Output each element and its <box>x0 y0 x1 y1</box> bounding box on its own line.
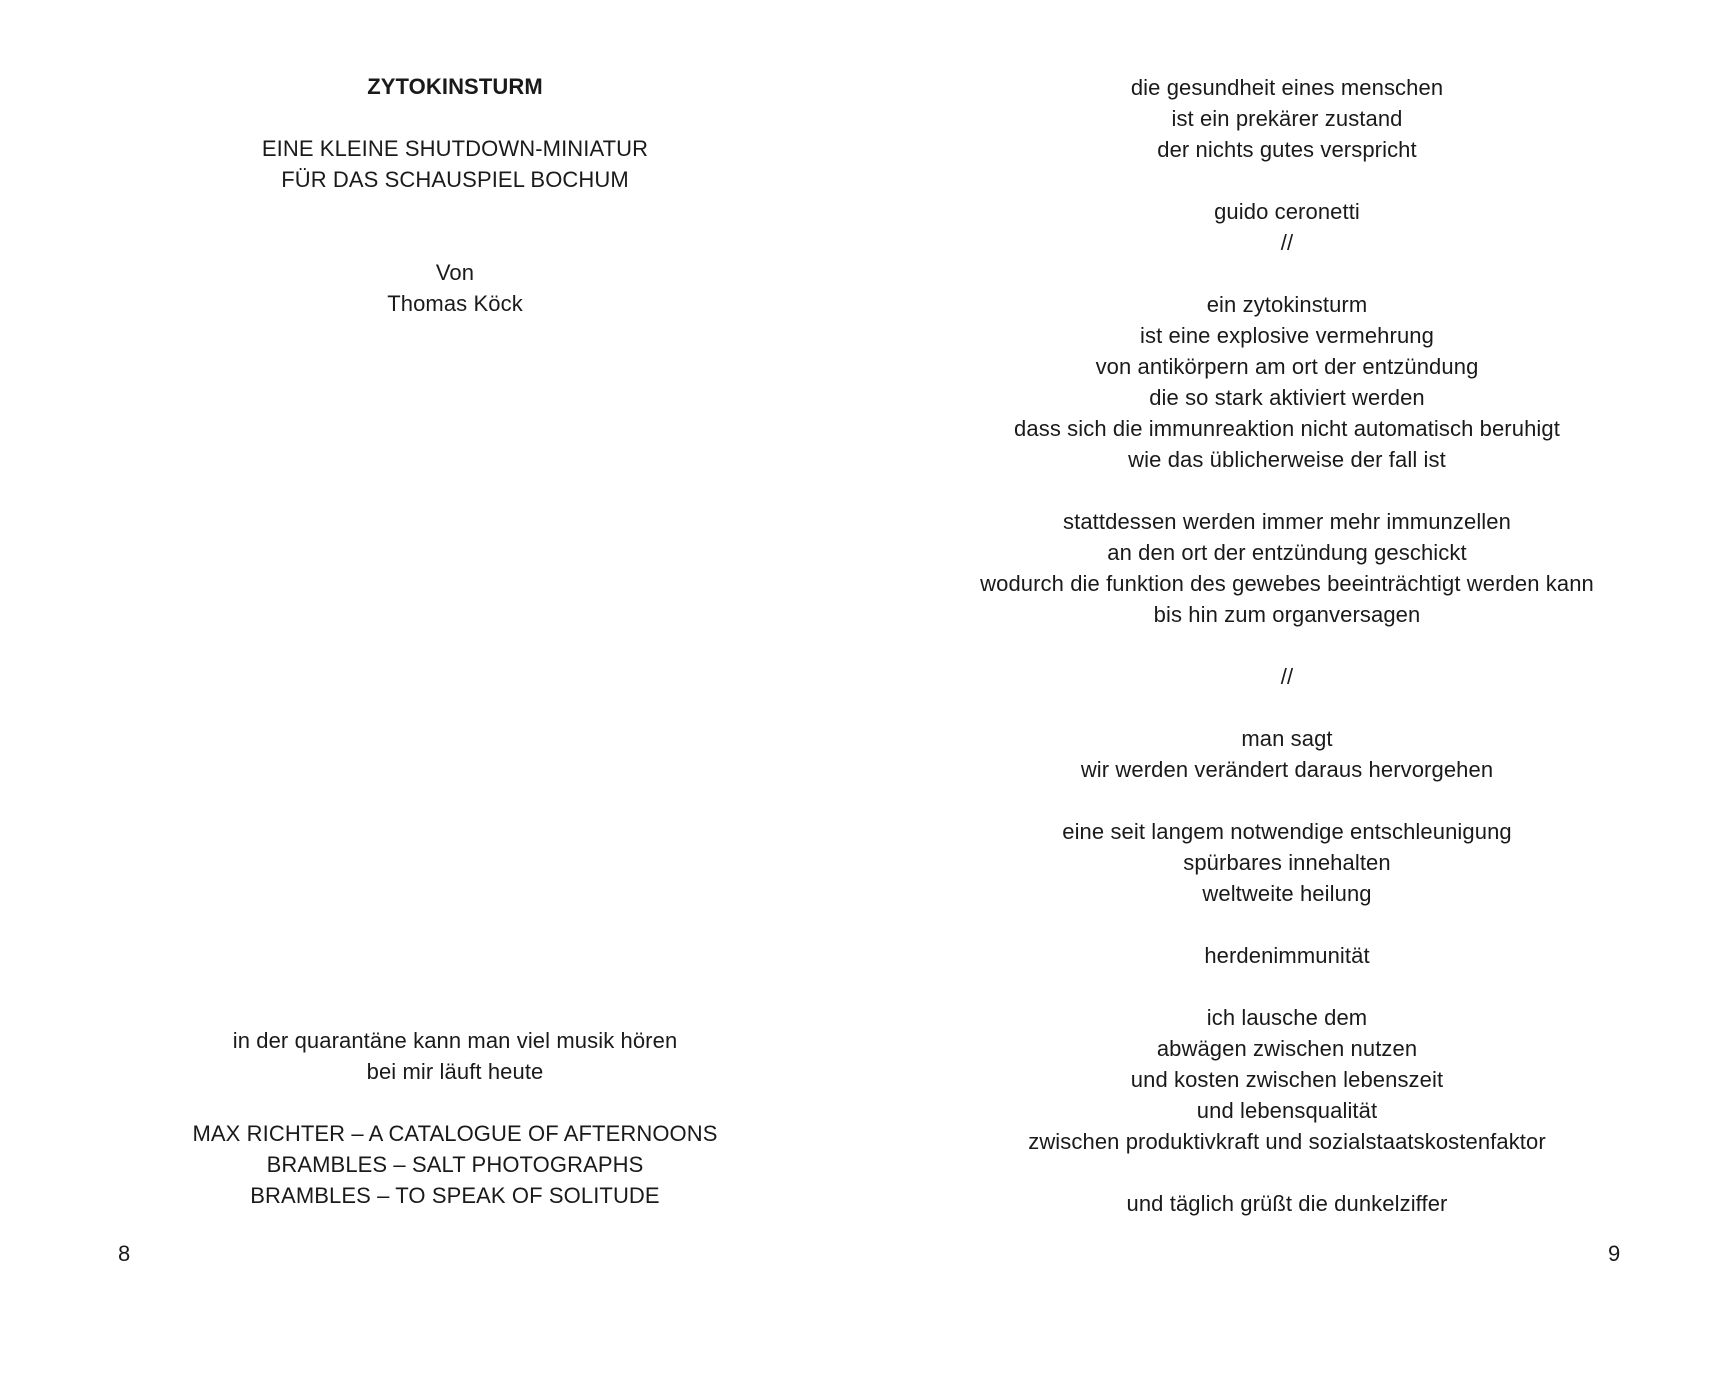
byline: Von <box>435 260 475 285</box>
stanza-line: die so stark aktiviert werden <box>1149 385 1425 410</box>
stanza-line: spürbares innehalten <box>1183 850 1391 875</box>
stanza-line: wie das üblicherweise der fall ist <box>1128 447 1446 472</box>
poem-block <box>937 72 1637 1219</box>
stanza-line: weltweite heilung <box>1202 881 1372 906</box>
epigraph-line: die gesundheit eines menschen <box>1130 75 1444 100</box>
page-number-left: 8 <box>118 1241 131 1266</box>
stanza-line: bis hin zum organversagen <box>1153 602 1421 627</box>
stanza-line: stattdessen werden immer mehr immunzellen <box>1063 509 1511 534</box>
epigraph-author: guido ceronetti <box>1214 199 1360 224</box>
stanza-line: dass sich die immunreaktion nicht automatisch beruhigt <box>1014 416 1560 441</box>
music-intro-line: bei mir läuft heute <box>366 1059 544 1084</box>
stanza-line: an den ort der entzündung geschickt <box>1107 540 1467 565</box>
stanza-line: ist eine explosive vermehrung <box>1140 323 1434 348</box>
track-item: MAX RICHTER – A CATALOGUE OF AFTERNOONS <box>192 1121 718 1146</box>
stanza-line: wir werden verändert daraus hervorgehen <box>1080 757 1494 782</box>
stanza-line: herdenimmunität <box>1204 943 1370 968</box>
stanza-line: eine seit langem notwendige entschleunigung <box>1062 819 1512 844</box>
track-item: BRAMBLES – SALT PHOTOGRAPHS <box>266 1152 644 1177</box>
stanza-line: und kosten zwischen lebenszeit <box>1130 1067 1444 1092</box>
title-block <box>155 71 755 319</box>
stanza-line: von antikörpern am ort der entzündung <box>1095 354 1479 379</box>
epigraph-line: der nichts gutes verspricht <box>1157 137 1417 162</box>
subtitle-line: EINE KLEINE SHUTDOWN-MINIATUR <box>261 136 649 161</box>
stanza-line: man sagt <box>1241 726 1333 751</box>
stanza-line: und täglich grüßt die dunkelziffer <box>1126 1191 1448 1216</box>
epigraph-line: ist ein prekärer zustand <box>1171 106 1403 131</box>
stanza-line: und lebensqualität <box>1196 1098 1378 1123</box>
left-page <box>0 0 866 1378</box>
music-intro-line: in der quarantäne kann man viel musik hören <box>232 1028 678 1053</box>
separator: // <box>1280 664 1294 689</box>
stanza-line: ich lausche dem <box>1206 1005 1368 1030</box>
separator: // <box>1280 230 1294 255</box>
track-item: BRAMBLES – TO SPEAK OF SOLITUDE <box>250 1183 660 1208</box>
page-number-right: 9 <box>1608 1241 1621 1266</box>
stanza-line: wodurch die funktion des gewebes beeinträchtigt werden kann <box>980 571 1594 596</box>
stanza-line: zwischen produktivkraft und sozialstaatskostenfaktor <box>1028 1129 1546 1154</box>
author-name: Thomas Köck <box>387 291 523 316</box>
right-page <box>866 0 1733 1378</box>
subtitle-line: FÜR DAS SCHAUSPIEL BOCHUM <box>281 167 629 192</box>
stanza-line: ein zytokinsturm <box>1206 292 1368 317</box>
stanza-line: abwägen zwischen nutzen <box>1156 1036 1418 1061</box>
play-title: ZYTOKINSTURM <box>367 74 543 99</box>
music-block <box>155 1025 755 1211</box>
